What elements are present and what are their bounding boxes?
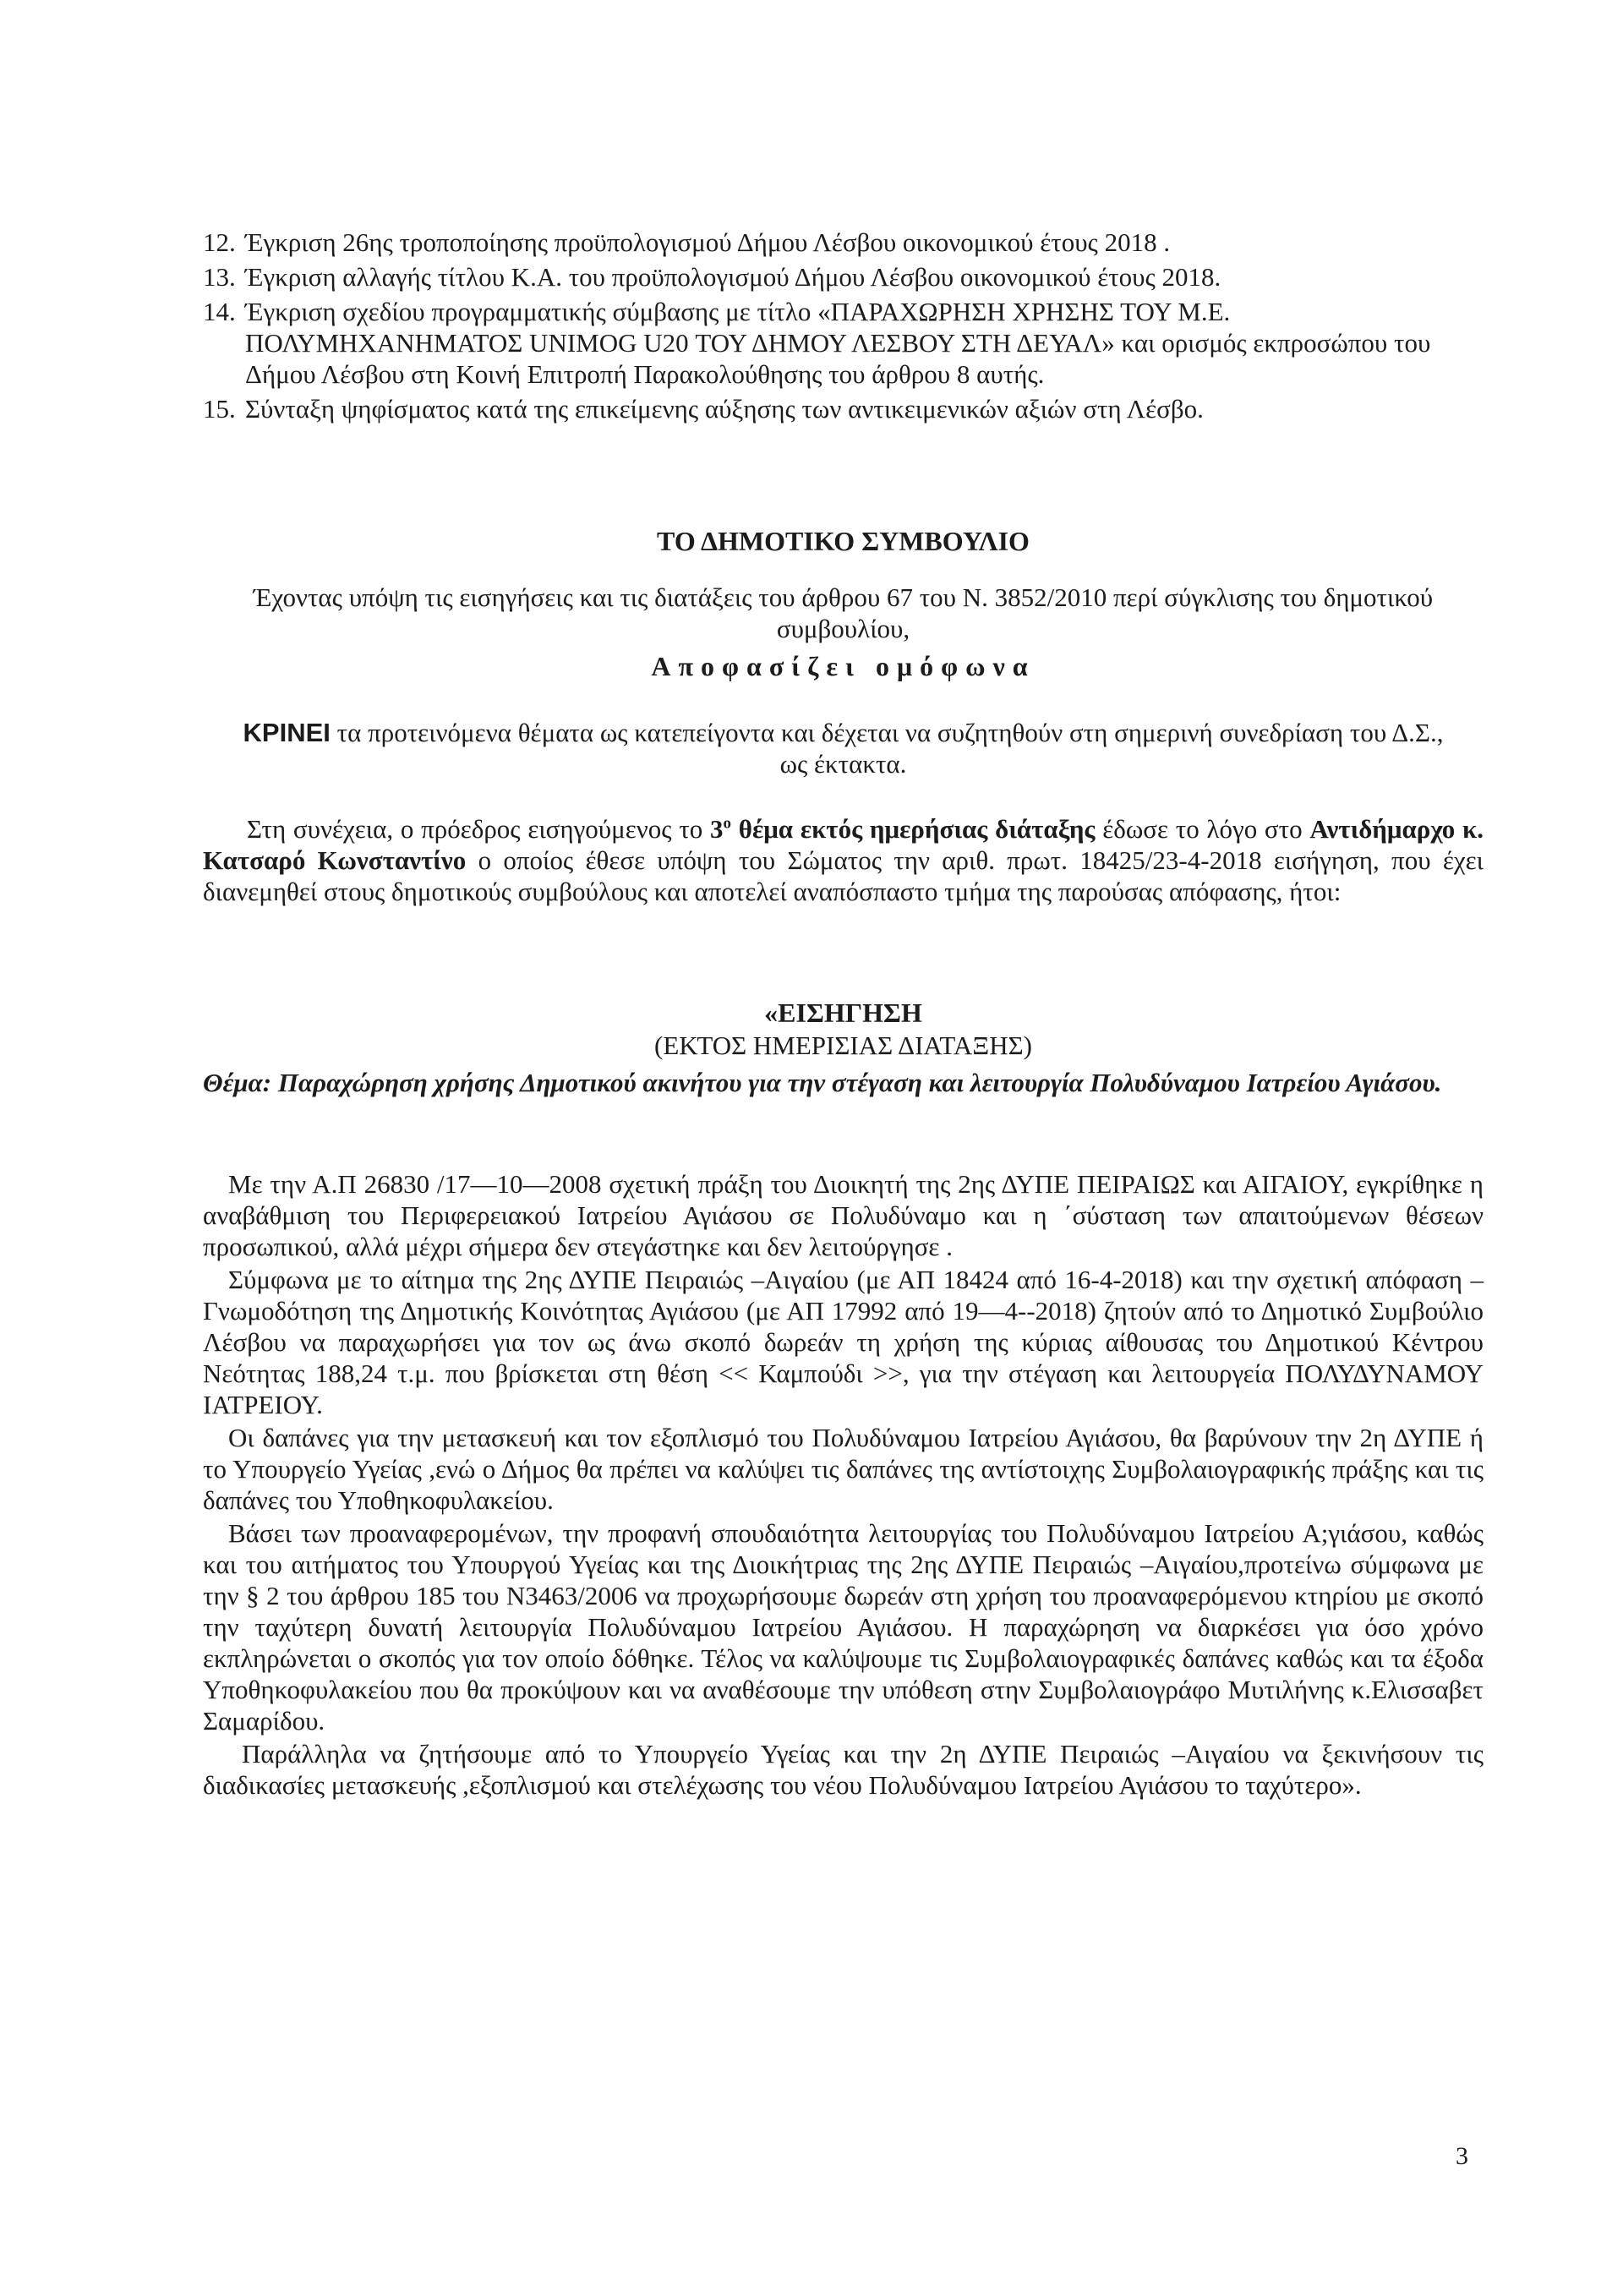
decision-heading: Αποφασίζει ομόφωνα	[651, 651, 1036, 681]
agenda-item-number: 14.	[203, 297, 236, 326]
agenda-item-text: Έγκριση 26ης τροποποίησης προϋπολογισμού Δήμου Λέσβου οικονομικού έτους 2018 .	[245, 227, 1171, 257]
body-paragraph: Σύμφωνα με το αίτημα της 2ης ΔΥΠΕ Πειραιώς –Αιγαίου (με ΑΠ 18424 από 16-4-2018) και την σχετική απόφαση –Γνωμοδότηση της Δημοτικής Κοινότητας Αγιάσου (με ΑΠ 17992 από 19—4--2018) ζητούν από το Δημοτικό Συμβούλιο Λέσβου να παραχωρήσει για τον ως άνω σκοπό δωρεάν τη χρήση της κύριας αίθουσας του Δημοτικού Κέντρου Νεότητας 188,24 τ.μ. που βρίσκεται στη θέση << Καμπούδι >>, για την στέγαση και λειτουργεία ΠΟΛΥΔΥΝΑΜΟΥ ΙΑΤΡΕΙΟΥ.	[203, 1265, 1484, 1419]
report-subtitle: (ΕΚΤΟΣ ΗΜΕΡΙΣΙΑΣ ΔΙΑΤΑΞΗΣ)	[654, 1030, 1032, 1060]
intro-paragraph	[203, 813, 1484, 907]
deputy-mayor-name: Αντιδήμαρχο κ. Κατσαρό Κωνσταντίνο	[203, 814, 1484, 875]
page-number: 3	[1456, 2142, 1468, 2170]
agenda-item-15	[203, 393, 1484, 424]
body-paragraph: Με την Α.Π 26830 /17—10—2008 σχετική πράξη του Διοικητή της 2ης ΔΥΠΕ ΠΕΙΡΑΙΩΣ και ΑΙΓΑΙΟΥ, εγκρίθηκε η αναβάθμιση του Περιφερειακού Ιατρείου Αγιάσου σε Πολυδύναμο και η ΄σύσταση των απαιτούμενων θέσεων προσωπικού, αλλά μέχρι σήμερα δεν στεγάστηκε και δεν λειτούργησε .	[203, 1169, 1484, 1261]
report-subject: Θέμα: Παραχώρηση χρήσης Δημοτικού ακινήτου για την στέγαση και λειτουργία Πολυδύναμου Ιατρείου Αγιάσου.	[203, 1068, 1442, 1097]
agenda-item-number: 12.	[203, 227, 236, 257]
judges-keyword: ΚΡΙΝΕΙ	[243, 718, 331, 747]
agenda-item-13	[203, 261, 1484, 292]
council-title: ΤΟ ΔΗΜΟΤΙΚΟ ΣΥΜΒΟΥΛΙΟ	[657, 526, 1030, 556]
intro-text: ο οποίος έθεσε υπόψη του Σώματος την αριθ. πρωτ. 18425/23-4-2018 εισήγηση, που έχει διανεμηθεί στους δημοτικούς συμβούλους και αποτελεί αναπόσπαστο τμήμα της παρούσας απόφασης, ήτοι:	[203, 845, 1484, 906]
report-title: «ΕΙΣΗΓΗΣΗ	[764, 998, 922, 1028]
body-paragraph: Οι δαπάνες για την μετασκευή και τον εξοπλισμό του Πολυδύναμου Ιατρείου Αγιάσου, θα βαρύνουν την 2η ΔΥΠΕ ή το Υπουργείο Υγείας ,ενώ ο Δήμος θα πρέπει να καλύψει τις δαπάνες της αντίστοιχης Συμβολαιογραφικής πράξης και τις δαπάνες του Υποθηκοφυλακείου.	[203, 1423, 1484, 1515]
whereas-clause: Έχοντας υπόψη τις εισηγήσεις και τις διατάξεις του άρθρου 67 του Ν. 3852/2010 περί σύγκλισης του δημοτικού συμβουλίου,	[253, 582, 1434, 643]
agenda-item-number: 15.	[203, 394, 236, 424]
body-paragraph: Βάσει των προαναφερομένων, την προφανή σπουδαιότητα λειτουργίας του Πολυδύναμου Ιατρείου Α;γιάσου, καθώς και του αιτήματος του Υπουργού Υγείας και της Διοικήτριας της 2ης ΔΥΠΕ Πειραιώς –Αιγαίου,προτείνω σύμφωνα με την § 2 του άρθρου 185 του Ν3463/2006 να προχωρήσουμε δωρεάν στη χρήση του προαναφερόμενου κτηρίου με σκοπό την ταχύτερη δυνατή λειτουργία Πολυδύναμου Ιατρείου Αγιάσου. Η παραχώρηση να διαρκέσει για όσο χρόνο εκπληρώνεται ο σκοπός για τον οποίο δόθηκε. Τέλος να καλύψουμε τις Συμβολαιογραφικές δαπάνες καθώς και τα έξοδα Υποθηκοφυλακείου που θα προκύψουν και να αναθέσουμε την υπόθεση στην Συμβολαιογράφο Μυτιλήνης κ.Ελισσαβετ Σαμαρίδου.	[203, 1518, 1484, 1736]
intro-text: έδωσε το λόγο στο	[1095, 814, 1310, 844]
intro-text: Στη συνέχεια, ο πρόεδρος εισηγούμενος το	[247, 814, 711, 844]
judges-text: τα προτεινόμενα θέματα ως κατεπείγοντα και δέχεται να συζητηθούν στη σημερινή συνεδρίαση του Δ.Σ., ως έκτακτα.	[330, 718, 1444, 779]
agenda-list	[203, 227, 1484, 424]
topic-number-suffix: ο	[723, 814, 732, 833]
topic-label: θέμα εκτός ημερήσιας διάταξης	[731, 814, 1096, 844]
topic-number: 3	[710, 814, 724, 844]
agenda-item-text: Σύνταξη ψηφίσματος κατά της επικείμενης αύξησης των αντικειμενικών αξιών στη Λέσβο.	[245, 394, 1204, 424]
agenda-item-text: Έγκριση σχεδίου προγραμματικής σύμβασης με τίτλο «ΠΑΡΑΧΩΡΗΣΗ ΧΡΗΣΗΣ ΤΟΥ Μ.Ε. ΠΟΛΥΜΗΧΑΝΗΜΑΤΟΣ UNIMOG U20 ΤΟΥ ΔΗΜΟΥ ΛΕΣΒΟΥ ΣΤΗ ΔΕΥΑΛ» και ορισμός εκπροσώπου του Δήμου Λέσβου στη Κοινή Επιτροπή Παρακολούθησης του άρθρου 8 αυτής.	[245, 297, 1431, 389]
agenda-item-number: 13.	[203, 262, 236, 292]
report-body	[203, 1168, 1484, 1802]
agenda-item-text: Έγκριση αλλαγής τίτλου Κ.Α. του προϋπολογισμού Δήμου Λέσβου οικονομικού έτους 2018.	[245, 262, 1221, 292]
body-paragraph: Παράλληλα να ζητήσουμε από το Υπουργείο Υγείας και την 2η ΔΥΠΕ Πειραιώς –Αιγαίου να ξεκινήσουν τις διαδικασίες μετασκευής ,εξοπλισμού και στελέχωσης του νέου Πολυδύναμου Ιατρείου Αγιάσου το ταχύτερο».	[203, 1739, 1484, 1800]
agenda-item-14	[203, 296, 1484, 390]
agenda-item-12	[203, 227, 1484, 258]
judges-clause	[203, 717, 1484, 779]
